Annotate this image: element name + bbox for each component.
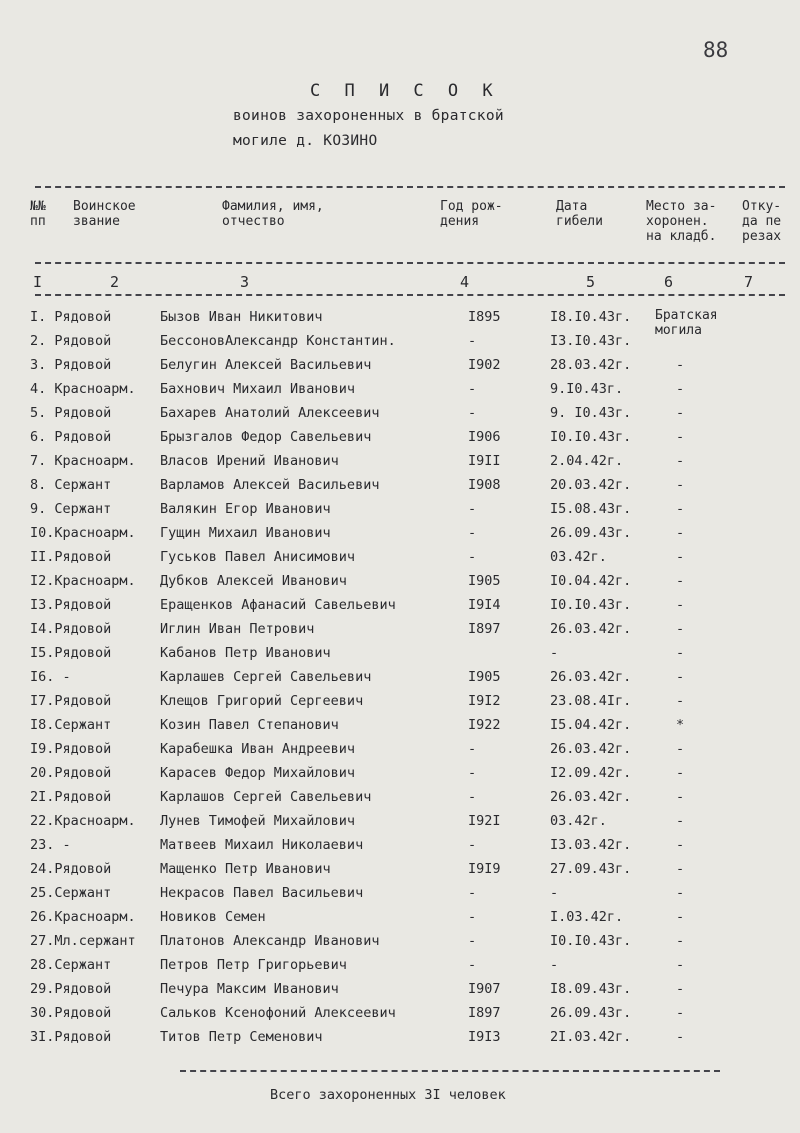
name-cell: Лунев Тимофей Михайлович <box>160 813 356 829</box>
header-origin-line: Отку- <box>742 199 782 214</box>
rank-cell: I4.Рядовой <box>30 621 112 637</box>
table-row <box>0 333 800 357</box>
rank-cell: 29.Рядовой <box>30 981 112 997</box>
burial-place-cell: - <box>676 693 685 709</box>
rank-cell: 25.Сержант <box>30 885 112 901</box>
rank-cell: 28.Сержант <box>30 957 112 973</box>
document-subtitle-line-1: воинов захороненных в братской <box>233 108 504 124</box>
rank-cell: 3. Рядовой <box>30 357 112 373</box>
birth-year-cell: - <box>468 405 477 421</box>
header-date-line: гибели <box>556 214 603 229</box>
birth-year-cell: I905 <box>468 669 501 685</box>
table-row <box>0 789 800 813</box>
rank-cell: I2.Красноарм. <box>30 573 136 589</box>
death-date-cell: 26.03.42г. <box>550 789 632 805</box>
burial-place-cell: - <box>676 765 685 781</box>
table-row <box>0 645 800 669</box>
name-cell: Петров Петр Григорьевич <box>160 957 347 973</box>
death-date-cell: 03.42г. <box>550 549 607 565</box>
burial-place-cell: - <box>676 1029 685 1045</box>
death-date-cell: 28.03.42г. <box>550 357 632 373</box>
table-row <box>0 669 800 693</box>
death-date-cell: I0.I0.43г. <box>550 933 632 949</box>
death-date-cell: I0.I0.43г. <box>550 429 632 445</box>
table-row <box>0 957 800 981</box>
name-cell: Варламов Алексей Васильевич <box>160 477 380 493</box>
burial-place-cell: - <box>676 645 685 661</box>
header-rank-line: Воинское <box>73 199 136 214</box>
burial-place-cell: - <box>676 885 685 901</box>
death-date-cell: 23.08.4Iг. <box>550 693 632 709</box>
table-row <box>0 909 800 933</box>
table-row <box>0 765 800 789</box>
burial-place-cell: - <box>676 357 685 373</box>
name-cell: Карлашов Сергей Савельевич <box>160 789 372 805</box>
table-row <box>0 981 800 1005</box>
rank-cell: I6. - <box>30 669 71 685</box>
birth-year-cell: - <box>468 741 477 757</box>
name-cell: Власов Ирений Иванович <box>160 453 339 469</box>
name-cell: Новиков Семен <box>160 909 266 925</box>
death-date-cell: I5.04.42г. <box>550 717 632 733</box>
header-place-line: Место за- <box>646 199 717 214</box>
name-cell: Карасев Федор Михайлович <box>160 765 356 781</box>
page-number: 88 <box>703 38 729 62</box>
birth-year-cell: I9I3 <box>468 1029 501 1045</box>
name-cell: Бызов Иван Никитович <box>160 309 323 325</box>
rank-cell: I0.Красноарм. <box>30 525 136 541</box>
burial-place-cell: - <box>676 405 685 421</box>
name-cell: Валякин Егор Иванович <box>160 501 331 517</box>
birth-year-cell: - <box>468 765 477 781</box>
table-row <box>0 525 800 549</box>
burial-place-cell: - <box>676 381 685 397</box>
rank-cell: 8. Сержант <box>30 477 112 493</box>
table-row <box>0 1005 800 1029</box>
table-row <box>0 813 800 837</box>
header-year-line: Год рож- <box>440 199 503 214</box>
rank-cell: 6. Рядовой <box>30 429 112 445</box>
rank-cell: 26.Красноарм. <box>30 909 136 925</box>
name-cell: Гуськов Павел Анисимович <box>160 549 356 565</box>
name-cell: БессоновАлександр Константин. <box>160 333 396 349</box>
birth-year-cell: - <box>468 837 477 853</box>
burial-place-cell: - <box>676 981 685 997</box>
header-number-line: №№ <box>30 199 46 214</box>
death-date-cell: I8.I0.43г. <box>550 309 632 325</box>
death-date-cell: - <box>550 885 559 901</box>
death-date-cell: 2.04.42г. <box>550 453 624 469</box>
birth-year-cell: - <box>468 525 477 541</box>
burial-place-cell: - <box>676 813 685 829</box>
rank-cell: 3I.Рядовой <box>30 1029 112 1045</box>
table-row <box>0 453 800 477</box>
name-cell: Печура Максим Иванович <box>160 981 339 997</box>
rank-cell: 22.Красноарм. <box>30 813 136 829</box>
table-row <box>0 597 800 621</box>
name-cell: Титов Петр Семенович <box>160 1029 323 1045</box>
column-number: 4 <box>460 273 470 291</box>
table-row <box>0 549 800 573</box>
death-date-cell: I2.09.42г. <box>550 765 632 781</box>
column-number: 7 <box>744 273 754 291</box>
table-row <box>0 405 800 429</box>
rank-cell: 7. Красноарм. <box>30 453 136 469</box>
header-origin <box>742 199 781 244</box>
birth-year-cell: I9I9 <box>468 861 501 877</box>
total-buried: Всего захороненных 3I человек <box>270 1087 506 1103</box>
table-row <box>0 429 800 453</box>
name-cell: Сальков Ксенофоний Алексеевич <box>160 1005 396 1021</box>
burial-place-cell: * <box>676 717 685 733</box>
death-date-cell: - <box>550 957 559 973</box>
rank-cell: I. Рядовой <box>30 309 112 325</box>
death-date-cell: 26.09.43г. <box>550 525 632 541</box>
birth-year-cell: - <box>468 549 477 565</box>
death-date-cell: 20.03.42г. <box>550 477 632 493</box>
name-cell: Некрасов Павел Васильевич <box>160 885 364 901</box>
death-date-cell: 9. I0.43г. <box>550 405 632 421</box>
burial-place-cell: - <box>676 741 685 757</box>
birth-year-cell: I897 <box>468 1005 501 1021</box>
header-place-line: хоронен. <box>646 214 709 229</box>
header-rank <box>73 199 136 229</box>
column-number: 5 <box>586 273 596 291</box>
header-origin-line: резах <box>742 229 782 244</box>
burial-place-cell: - <box>676 525 685 541</box>
header-name-line: отчество <box>222 214 285 229</box>
header-name-line: Фамилия, имя, <box>222 199 324 214</box>
rank-cell: 4. Красноарм. <box>30 381 136 397</box>
burial-place-cell: - <box>676 837 685 853</box>
table-row <box>0 309 800 333</box>
name-cell: Кабанов Петр Иванович <box>160 645 331 661</box>
burial-place-cell: - <box>676 429 685 445</box>
name-cell: Карлашев Сергей Савельевич <box>160 669 372 685</box>
birth-year-cell: I92I <box>468 813 501 829</box>
birth-year-cell: I908 <box>468 477 501 493</box>
rank-cell: I8.Сержант <box>30 717 112 733</box>
header-number-line: пп <box>30 214 46 229</box>
name-cell: Гущин Михаил Иванович <box>160 525 331 541</box>
column-number: 2 <box>110 273 120 291</box>
rank-cell: 27.Мл.сержант <box>30 933 136 949</box>
birth-year-cell: I906 <box>468 429 501 445</box>
name-cell: Бахнович Михаил Иванович <box>160 381 356 397</box>
death-date-cell: 26.03.42г. <box>550 741 632 757</box>
birth-year-cell: I895 <box>468 309 501 325</box>
rank-cell: 23. - <box>30 837 71 853</box>
birth-year-cell: - <box>468 933 477 949</box>
divider-column-numbers <box>35 294 785 296</box>
death-date-cell: 26.03.42г. <box>550 621 632 637</box>
burial-place-note-line: могила <box>655 323 702 338</box>
birth-year-cell: I905 <box>468 573 501 589</box>
burial-place-cell: - <box>676 933 685 949</box>
death-date-cell: 03.42г. <box>550 813 607 829</box>
birth-year-cell: I9I2 <box>468 693 501 709</box>
death-date-cell: 27.09.43г. <box>550 861 632 877</box>
burial-place-cell: - <box>676 861 685 877</box>
table-row <box>0 885 800 909</box>
birth-year-cell: I897 <box>468 621 501 637</box>
name-cell: Козин Павел Степанович <box>160 717 339 733</box>
birth-year-cell: I9II <box>468 453 501 469</box>
column-number: I <box>33 273 43 291</box>
header-rank-line: звание <box>73 214 120 229</box>
death-date-cell: I.03.42г. <box>550 909 624 925</box>
divider-bottom <box>180 1070 720 1072</box>
rank-cell: I9.Рядовой <box>30 741 112 757</box>
header-name <box>222 199 324 229</box>
header-year-line: дения <box>440 214 480 229</box>
burial-place-cell: - <box>676 621 685 637</box>
birth-year-cell: I907 <box>468 981 501 997</box>
document-title: С П И С О К <box>310 81 500 101</box>
table-row <box>0 717 800 741</box>
header-birth-year <box>440 199 503 229</box>
name-cell: Матвеев Михаил Николаевич <box>160 837 364 853</box>
death-date-cell: - <box>550 645 559 661</box>
burial-place-cell: - <box>676 1005 685 1021</box>
table-row <box>0 741 800 765</box>
rank-cell: II.Рядовой <box>30 549 112 565</box>
burial-place-cell: - <box>676 597 685 613</box>
burial-place-cell: - <box>676 957 685 973</box>
header-origin-line: да пе <box>742 214 782 229</box>
death-date-cell: I0.04.42г. <box>550 573 632 589</box>
death-date-cell: I0.I0.43г. <box>550 597 632 613</box>
rank-cell: 9. Сержант <box>30 501 112 517</box>
name-cell: Карабешка Иван Андреевич <box>160 741 356 757</box>
name-cell: Иглин Иван Петрович <box>160 621 315 637</box>
rank-cell: 2I.Рядовой <box>30 789 112 805</box>
rank-cell: 5. Рядовой <box>30 405 112 421</box>
table-row <box>0 693 800 717</box>
name-cell: Белугин Алексей Васильевич <box>160 357 372 373</box>
death-date-cell: I8.09.43г. <box>550 981 632 997</box>
name-cell: Еращенков Афанасий Савельевич <box>160 597 396 613</box>
birth-year-cell: - <box>468 381 477 397</box>
death-date-cell: 9.I0.43г. <box>550 381 624 397</box>
birth-year-cell: - <box>468 333 477 349</box>
rank-cell: 20.Рядовой <box>30 765 112 781</box>
death-date-cell: I3.03.42г. <box>550 837 632 853</box>
birth-year-cell: I922 <box>468 717 501 733</box>
divider-top <box>35 186 785 188</box>
birth-year-cell: - <box>468 957 477 973</box>
burial-place-cell: - <box>676 909 685 925</box>
birth-year-cell: - <box>468 789 477 805</box>
burial-place-cell: - <box>676 669 685 685</box>
rank-cell: 24.Рядовой <box>30 861 112 877</box>
divider-header <box>35 262 785 264</box>
burial-place-cell: - <box>676 549 685 565</box>
table-row <box>0 837 800 861</box>
burial-place-cell: - <box>676 789 685 805</box>
death-date-cell: I5.08.43г. <box>550 501 632 517</box>
burial-place-cell: - <box>676 477 685 493</box>
burial-place-cell: - <box>676 573 685 589</box>
birth-year-cell: I902 <box>468 357 501 373</box>
column-number: 6 <box>664 273 674 291</box>
column-number: 3 <box>240 273 250 291</box>
name-cell: Мащенко Петр Иванович <box>160 861 331 877</box>
table-row <box>0 501 800 525</box>
burial-place-cell: - <box>676 453 685 469</box>
name-cell: Платонов Александр Иванович <box>160 933 380 949</box>
table-row <box>0 573 800 597</box>
header-date-line: Дата <box>556 199 588 214</box>
table-row <box>0 861 800 885</box>
death-date-cell: I3.I0.43г. <box>550 333 632 349</box>
table-row <box>0 477 800 501</box>
rank-cell: 30.Рядовой <box>30 1005 112 1021</box>
death-date-cell: 26.09.43г. <box>550 1005 632 1021</box>
table-row <box>0 381 800 405</box>
table-row <box>0 933 800 957</box>
header-death-date <box>556 199 603 229</box>
name-cell: Дубков Алексей Иванович <box>160 573 347 589</box>
burial-place-note-line: Братская <box>655 308 718 323</box>
birth-year-cell: - <box>468 885 477 901</box>
burial-place-cell: - <box>676 501 685 517</box>
rank-cell: 2. Рядовой <box>30 333 112 349</box>
table-row <box>0 357 800 381</box>
header-number <box>30 199 46 229</box>
birth-year-cell: - <box>468 501 477 517</box>
birth-year-cell: I9I4 <box>468 597 501 613</box>
death-date-cell: 2I.03.42г. <box>550 1029 632 1045</box>
name-cell: Брызгалов Федор Савельевич <box>160 429 372 445</box>
name-cell: Бахарев Анатолий Алексеевич <box>160 405 380 421</box>
name-cell: Клещов Григорий Сергеевич <box>160 693 364 709</box>
document-subtitle-line-2: могиле д. КОЗИНО <box>233 133 378 149</box>
table-row <box>0 1029 800 1053</box>
rank-cell: I7.Рядовой <box>30 693 112 709</box>
header-place-line: на кладб. <box>646 229 717 244</box>
header-burial-place <box>646 199 716 244</box>
rank-cell: I3.Рядовой <box>30 597 112 613</box>
table-row <box>0 621 800 645</box>
birth-year-cell: - <box>468 909 477 925</box>
rank-cell: I5.Рядовой <box>30 645 112 661</box>
death-date-cell: 26.03.42г. <box>550 669 632 685</box>
